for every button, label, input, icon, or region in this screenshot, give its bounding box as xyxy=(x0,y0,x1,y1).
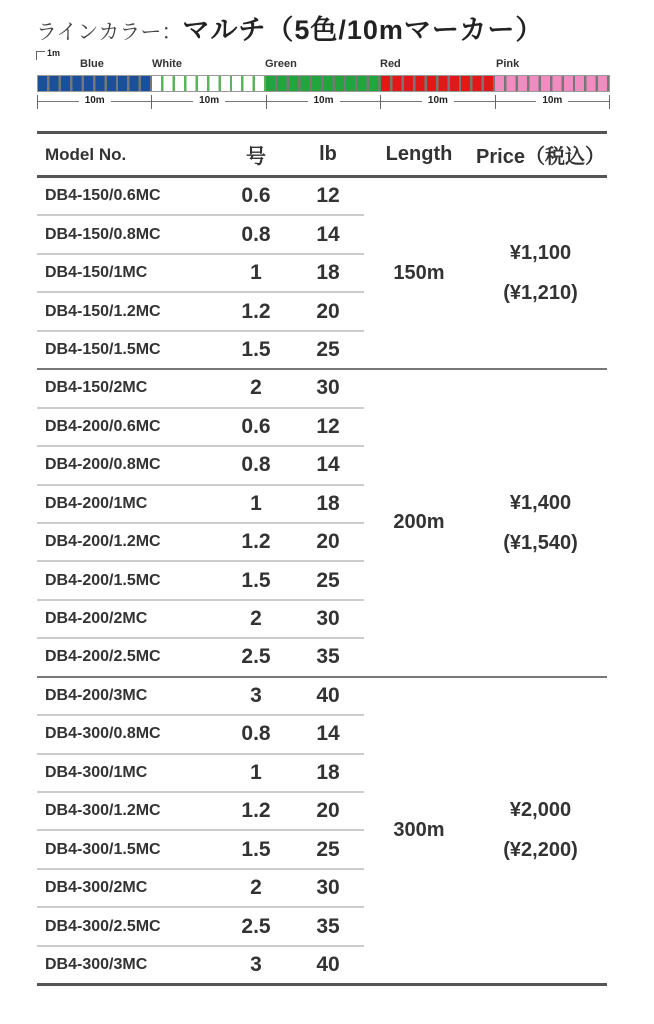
model-no: DB4-200/2MC xyxy=(37,600,220,638)
segment-length xyxy=(495,95,610,109)
lb: 35 xyxy=(292,638,364,676)
segment-measure xyxy=(37,95,610,109)
model-no: DB4-150/0.8MC xyxy=(37,215,220,253)
price-with-tax: (¥2,200) xyxy=(503,839,578,862)
lb: 25 xyxy=(292,561,364,599)
gou: 1.2 xyxy=(220,792,292,830)
gou: 1 xyxy=(220,754,292,792)
gou: 0.6 xyxy=(220,408,292,446)
price xyxy=(474,177,607,370)
unit-marker xyxy=(36,48,60,60)
segment-length xyxy=(266,95,380,109)
title-label: ラインカラー： xyxy=(36,21,183,44)
model-no: DB4-150/1.5MC xyxy=(37,331,220,369)
segment-label: 10m xyxy=(79,95,111,106)
gou: 3 xyxy=(220,677,292,715)
model-no: DB4-300/2.5MC xyxy=(37,907,220,945)
gou: 2 xyxy=(220,600,292,638)
model-no: DB4-200/0.8MC xyxy=(37,446,220,484)
price xyxy=(474,369,607,677)
segment-length xyxy=(380,95,494,109)
lb: 18 xyxy=(292,754,364,792)
model-no: DB4-200/1.2MC xyxy=(37,523,220,561)
segment-label: 10m xyxy=(193,95,225,106)
marker-red xyxy=(381,76,495,91)
lb: 20 xyxy=(292,292,364,330)
gou: 1.2 xyxy=(220,292,292,330)
price-value: ¥1,400 xyxy=(509,491,572,514)
segment-label: 10m xyxy=(308,95,340,106)
gou: 0.6 xyxy=(220,177,292,216)
model-no: DB4-300/1MC xyxy=(37,754,220,792)
model-no: DB4-150/1.2MC xyxy=(37,292,220,330)
lb: 30 xyxy=(292,869,364,907)
lb: 25 xyxy=(292,331,364,369)
lb: 40 xyxy=(292,946,364,985)
lb: 14 xyxy=(292,715,364,753)
gou: 2.5 xyxy=(220,907,292,945)
model-no: DB4-300/2MC xyxy=(37,869,220,907)
lb: 14 xyxy=(292,446,364,484)
gou: 1.5 xyxy=(220,561,292,599)
gou: 0.8 xyxy=(220,215,292,253)
lb: 30 xyxy=(292,369,364,407)
table-row xyxy=(37,677,607,715)
model-no: DB4-300/1.2MC xyxy=(37,792,220,830)
lb: 20 xyxy=(292,523,364,561)
page-title xyxy=(36,8,543,47)
table-row xyxy=(37,369,607,407)
lb: 40 xyxy=(292,677,364,715)
gou: 0.8 xyxy=(220,715,292,753)
color-name: Green xyxy=(265,58,297,70)
lb: 20 xyxy=(292,792,364,830)
model-no: DB4-200/1MC xyxy=(37,485,220,523)
marker-green xyxy=(266,76,380,91)
spec-table xyxy=(37,131,607,986)
price xyxy=(474,677,607,985)
lb: 18 xyxy=(292,254,364,292)
length: 300m xyxy=(393,818,445,841)
model-no: DB4-200/0.6MC xyxy=(37,408,220,446)
price-with-tax: (¥1,540) xyxy=(503,531,578,554)
header-lb: lb xyxy=(292,133,364,177)
gou: 0.8 xyxy=(220,446,292,484)
gou: 1 xyxy=(220,485,292,523)
color-name: Blue xyxy=(80,58,104,70)
gou: 3 xyxy=(220,946,292,985)
unit-label: 1m xyxy=(47,48,61,58)
price-value: ¥2,000 xyxy=(509,799,572,822)
segment-length xyxy=(37,95,151,109)
model-no: DB4-300/0.8MC xyxy=(37,715,220,753)
color-name: Red xyxy=(380,58,401,70)
title-value: マルチ（5色/10mマーカー） xyxy=(182,15,544,45)
price-with-tax: (¥1,210) xyxy=(503,282,578,305)
length: 150m xyxy=(364,177,474,370)
header-price: Price（税込） xyxy=(474,133,607,177)
header-gou: 号 xyxy=(220,133,292,177)
lb: 14 xyxy=(292,215,364,253)
lb: 12 xyxy=(292,177,364,216)
color-marker-bar xyxy=(37,75,610,92)
lb: 30 xyxy=(292,600,364,638)
marker-white xyxy=(152,76,266,91)
color-name: Pink xyxy=(496,58,520,70)
model-no: DB4-300/3MC xyxy=(37,946,220,985)
gou: 2 xyxy=(220,369,292,407)
header-length: Length xyxy=(364,133,474,177)
table-row xyxy=(37,177,607,216)
segment-label: 10m xyxy=(422,95,454,106)
gou: 1.2 xyxy=(220,523,292,561)
header-model: Model No. xyxy=(37,133,220,177)
lb: 35 xyxy=(292,907,364,945)
segment-length xyxy=(151,95,265,109)
model-no: DB4-200/2.5MC xyxy=(37,638,220,676)
gou: 2.5 xyxy=(220,638,292,676)
model-no: DB4-200/3MC xyxy=(37,677,220,715)
segment-label: 10m xyxy=(536,95,568,106)
gou: 1.5 xyxy=(220,830,292,868)
price-value: ¥1,100 xyxy=(509,242,572,265)
model-no: DB4-150/0.6MC xyxy=(37,177,220,216)
lb: 18 xyxy=(292,485,364,523)
color-name: White xyxy=(152,58,182,70)
model-no: DB4-300/1.5MC xyxy=(37,830,220,868)
table-header xyxy=(37,133,607,177)
model-no: DB4-150/1MC xyxy=(37,254,220,292)
gou: 1 xyxy=(220,254,292,292)
model-no: DB4-150/2MC xyxy=(37,369,220,407)
lb: 25 xyxy=(292,830,364,868)
gou: 1.5 xyxy=(220,331,292,369)
lb: 12 xyxy=(292,408,364,446)
marker-blue xyxy=(38,76,152,91)
length: 200m xyxy=(364,369,474,677)
model-no: DB4-200/1.5MC xyxy=(37,561,220,599)
gou: 2 xyxy=(220,869,292,907)
marker-pink xyxy=(495,76,609,91)
